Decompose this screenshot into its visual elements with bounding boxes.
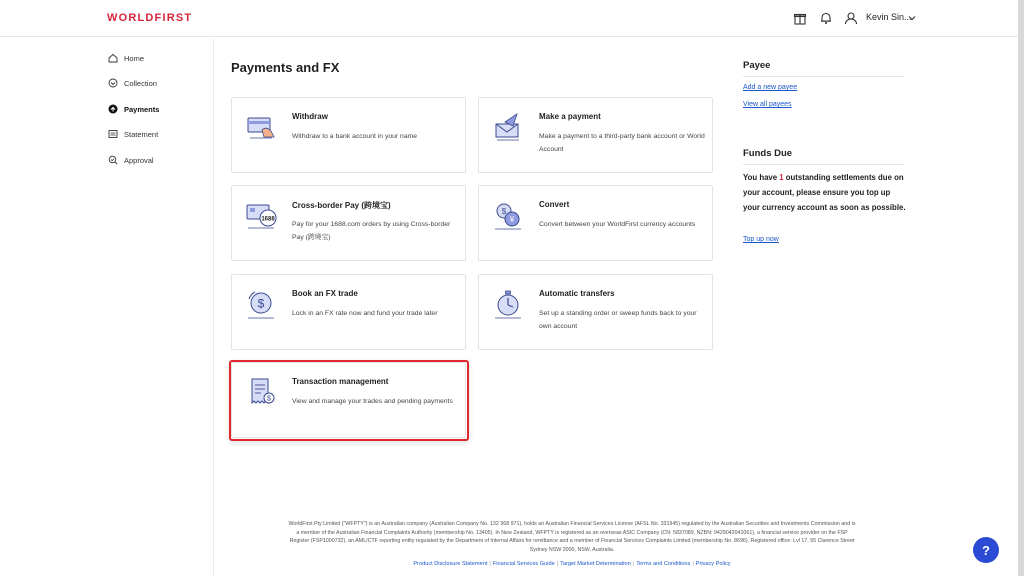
card-title: Transaction management (292, 377, 389, 386)
card-description: Make a payment to a third-party bank account or World Account (539, 133, 705, 153)
card-title: Withdraw (292, 112, 328, 121)
card-title: Make a payment (539, 112, 601, 121)
product-disclosure-statement-link[interactable]: Product Disclosure Statement (413, 561, 488, 567)
svg-text:$: $ (257, 296, 265, 311)
card-description: Convert between your WorldFirst currency accounts (539, 221, 696, 228)
legal-disclaimer: WorldFirst Pty Limited ("WFPTY") is an Australian company (Australian Company No. 132 368 971), holds an Australian Financial Services License (AFSL No. 331945) regulated by the Australian Securities and Investments Commission and is a member of the Australian Financial Complaints Authority (membership No. 13405). In New Zealand, WFPTY is registered as an overseas ASIC Company (CN: 5837089, NZBN: 9429042041061), a financial service provider on the FSP Register (FSP1000732), an AML/CTF reporting entity regulated by the Department of Internal Affairs for remittance and a member of Financial Services Complaints Limited (membership No. 8696). Registered office: Lvl 17, 55 Clarence Street Sydney NSW 2000, NSW, Australia. (288, 521, 856, 553)
svg-text:$: $ (267, 395, 271, 403)
divider (743, 164, 904, 165)
highlight-frame (229, 360, 469, 441)
card-convert[interactable] (478, 185, 713, 261)
cross-border-pay-icon (244, 198, 278, 232)
funds-due-message (743, 170, 907, 215)
separator: | (632, 561, 635, 567)
svg-text:$: $ (501, 207, 507, 216)
card-title: Automatic transfers (539, 289, 615, 298)
svg-text:¥: ¥ (509, 215, 515, 224)
separator: | (556, 561, 559, 567)
card-description: View and manage your trades and pending payments (292, 398, 453, 405)
worldfirst-logo[interactable]: WORLDFIRST (107, 12, 193, 24)
convert-icon (491, 198, 525, 232)
approval-icon (108, 155, 118, 165)
terms-and-conditions-link[interactable]: Terms and Conditions (636, 561, 691, 567)
sidebar-item-home[interactable] (108, 51, 144, 65)
page-title: Payments and FX (231, 60, 340, 75)
view-all-payees-link[interactable]: View all payees (743, 101, 792, 108)
user-name[interactable]: Kevin Sin... (866, 12, 912, 22)
payee-title: Payee (743, 60, 771, 71)
payments-icon (108, 104, 118, 114)
card-description: Pay for your 1688.com orders by using Cross-border Pay (跨境宝) (292, 221, 451, 241)
card-make-a-payment[interactable] (478, 97, 713, 173)
sidebar (0, 38, 214, 576)
icon-label-1688: 1688 (261, 216, 275, 223)
sidebar-item-collection[interactable] (108, 76, 157, 90)
home-icon (108, 53, 118, 63)
sidebar-item-label: Payments (124, 104, 160, 114)
statement-icon (108, 129, 118, 139)
top-bar (0, 0, 1018, 37)
card-withdraw[interactable] (231, 97, 466, 173)
collection-icon (108, 78, 118, 88)
funds-due-title: Funds Due (743, 148, 793, 159)
sidebar-item-label: Approval (124, 155, 154, 165)
outstanding-count: 1 (779, 173, 784, 182)
footer-links (287, 561, 857, 567)
card-title: Convert (539, 200, 570, 209)
card-book-fx-trade[interactable] (231, 274, 466, 350)
sidebar-item-approval[interactable] (108, 153, 154, 167)
card-description: Set up a standing order or sweep funds back to your own account (539, 310, 697, 330)
chevron-down-icon[interactable] (907, 13, 917, 23)
financial-services-guide-link[interactable]: Financial Services Guide (492, 561, 555, 567)
card-description: Lock in an FX rate now and fund your trade later (292, 310, 438, 317)
privacy-policy-link[interactable]: Privacy Policy (695, 561, 731, 567)
sidebar-item-statement[interactable] (108, 127, 158, 141)
sidebar-item-payments[interactable] (108, 102, 159, 116)
funds-due-text-after: outstanding settlements due on your account, please ensure you top up your currency account as soon as possible. (743, 173, 906, 212)
withdraw-icon (244, 110, 278, 144)
separator: | (489, 561, 491, 567)
card-description: Withdraw to a bank account in your name (292, 133, 418, 140)
separator: | (692, 561, 694, 567)
stopwatch-icon (491, 287, 525, 321)
help-button[interactable]: ? (973, 537, 999, 563)
card-cross-border-pay[interactable] (231, 185, 466, 261)
target-market-determination-link[interactable]: Target Market Determination (560, 561, 631, 567)
sidebar-item-label: Home (124, 53, 145, 63)
bell-icon[interactable] (819, 11, 833, 25)
sidebar-item-label: Statement (124, 129, 159, 139)
send-payment-icon (491, 110, 525, 144)
fx-trade-icon (244, 287, 278, 321)
card-title: Cross-border Pay (跨境宝) (292, 201, 391, 210)
add-new-payee-link[interactable]: Add a new payee (743, 84, 798, 91)
sidebar-item-label: Collection (124, 78, 157, 88)
top-up-now-link[interactable]: Top up now (743, 236, 779, 243)
user-icon[interactable] (844, 11, 858, 25)
card-automatic-transfers[interactable] (478, 274, 713, 350)
card-title: Book an FX trade (292, 289, 358, 298)
divider (743, 76, 904, 77)
funds-due-text-before: You have (743, 173, 780, 182)
gift-icon[interactable] (793, 11, 807, 25)
